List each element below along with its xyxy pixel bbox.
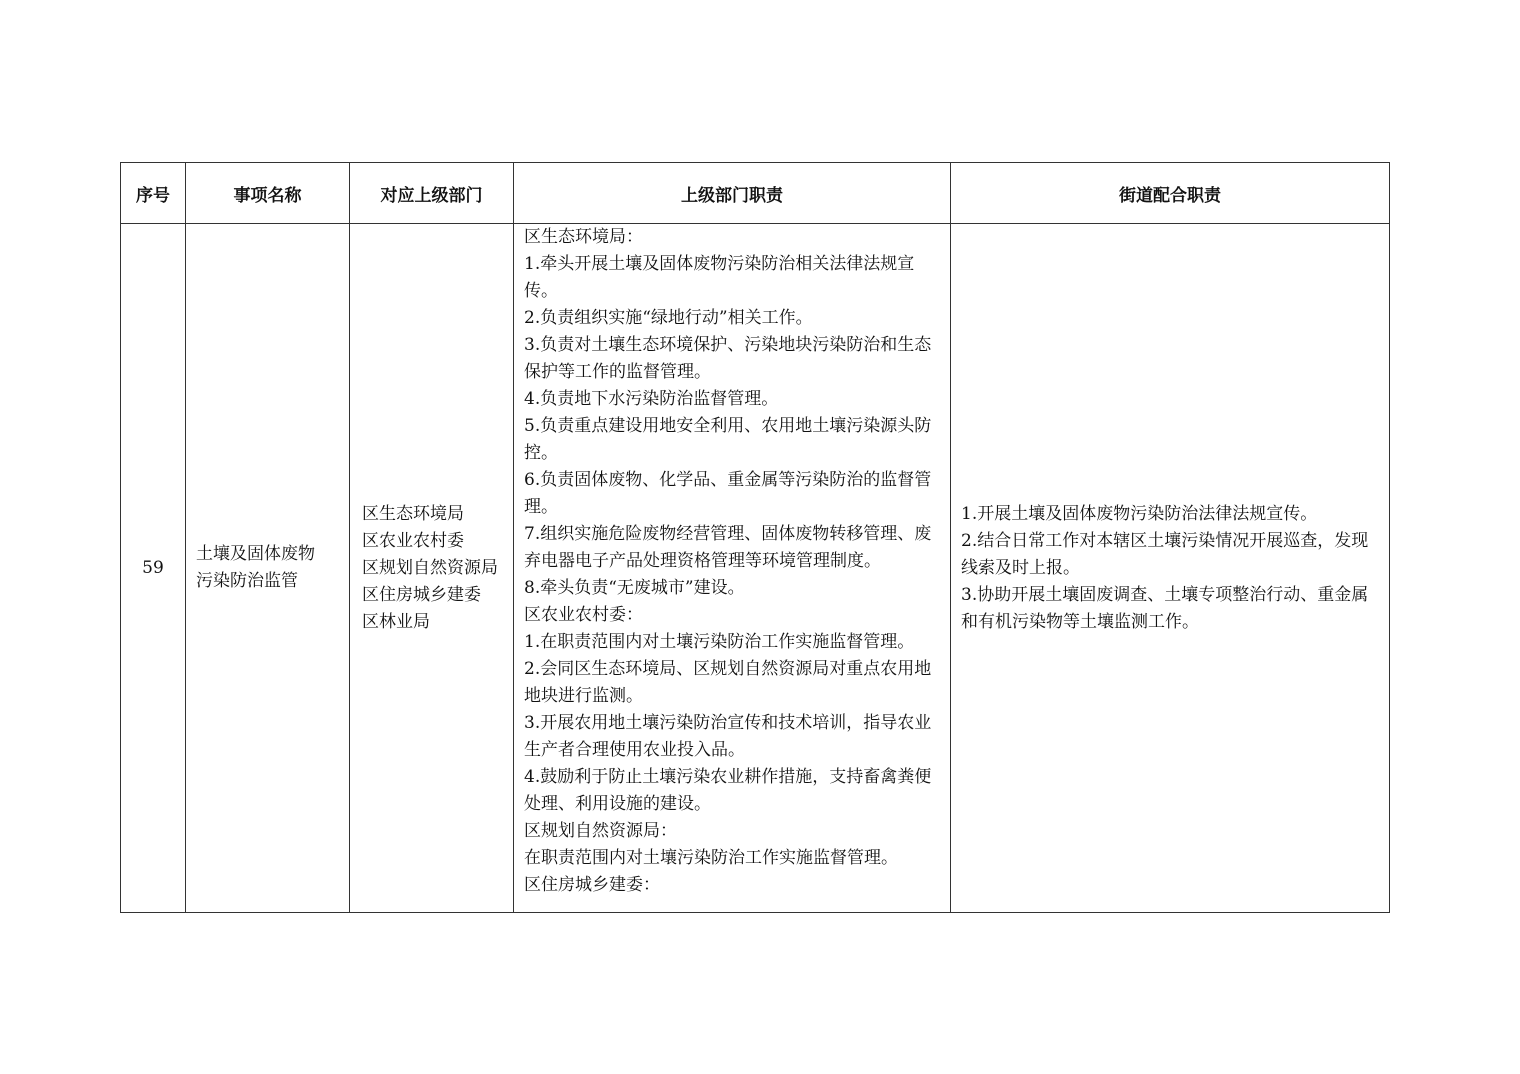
duty-line: 1.在职责范围内对土壤污染防治工作实施监督管理。 <box>524 632 915 652</box>
row-index: 59 <box>121 224 186 913</box>
duty-line: 6.负责固体废物、化学品、重金属等污染防治的监督管理。 <box>524 470 932 517</box>
table-row <box>121 224 1390 913</box>
duty-line: 4.负责地下水污染防治监督管理。 <box>524 389 779 409</box>
row-upper-duties <box>514 224 951 913</box>
duty-line: 2.负责组织实施“绿地行动”相关工作。 <box>524 308 813 328</box>
item-name-line: 污染防治监管 <box>196 571 298 591</box>
duty-line: 3.负责对土壤生态环境保护、污染地块污染防治和生态保护等工作的监督管理。 <box>524 335 932 382</box>
row-item-name <box>186 224 350 913</box>
upper-duties-text <box>514 224 950 912</box>
duty-line: 区农业农村委： <box>524 605 643 625</box>
item-name-line: 土壤及固体废物 <box>196 544 315 564</box>
header-street-duties: 街道配合职责 <box>951 163 1390 224</box>
header-row <box>121 163 1390 224</box>
duty-line: 3.开展农用地土壤污染防治宣传和技术培训，指导农业生产者合理使用农业投入品。 <box>524 713 932 760</box>
header-upper-dept: 对应上级部门 <box>350 163 514 224</box>
header-item-name: 事项名称 <box>186 163 350 224</box>
duty-line: 在职责范围内对土壤污染防治工作实施监督管理。 <box>524 848 898 868</box>
street-duty-line: 1.开展土壤及固体废物污染防治法律法规宣传。 <box>961 503 1318 524</box>
dept-item: 区规划自然资源局 <box>362 557 498 578</box>
duty-line: 2.会同区生态环境局、区规划自然资源局对重点农用地地块进行监测。 <box>524 659 932 706</box>
duty-line: 8.牵头负责“无废城市”建设。 <box>524 578 745 598</box>
duty-line: 区规划自然资源局： <box>524 821 677 841</box>
dept-item: 区林业局 <box>362 611 430 632</box>
row-upper-depts <box>350 224 514 913</box>
header-upper-duties: 上级部门职责 <box>514 163 951 224</box>
dept-item: 区生态环境局 <box>362 503 464 524</box>
duty-line: 4.鼓励利于防止土壤污染农业耕作措施，支持畜禽粪便处理、利用设施的建设。 <box>524 767 932 814</box>
duty-table <box>120 162 1390 913</box>
dept-item: 区住房城乡建委 <box>362 584 481 605</box>
duty-line: 5.负责重点建设用地安全利用、农用地土壤污染源头防控。 <box>524 416 932 463</box>
street-duty-line: 2.结合日常工作对本辖区土壤污染情况开展巡查，发现线索及时上报。 <box>961 530 1369 578</box>
duty-line: 1.牵头开展土壤及固体废物污染防治相关法律法规宣传。 <box>524 254 915 301</box>
header-index: 序号 <box>121 163 186 224</box>
duty-line: 区住房城乡建委： <box>524 875 660 895</box>
street-duty-line: 3.协助开展土壤固废调查、土壤专项整治行动、重金属和有机污染物等土壤监测工作。 <box>961 584 1369 632</box>
row-street-duties <box>951 224 1390 913</box>
dept-item: 区农业农村委 <box>362 530 464 551</box>
duty-line: 7.组织实施危险废物经营管理、固体废物转移管理、废弃电器电子产品处理资格管理等环境管理制度。 <box>524 524 932 571</box>
duty-line: 区生态环境局： <box>524 227 643 247</box>
